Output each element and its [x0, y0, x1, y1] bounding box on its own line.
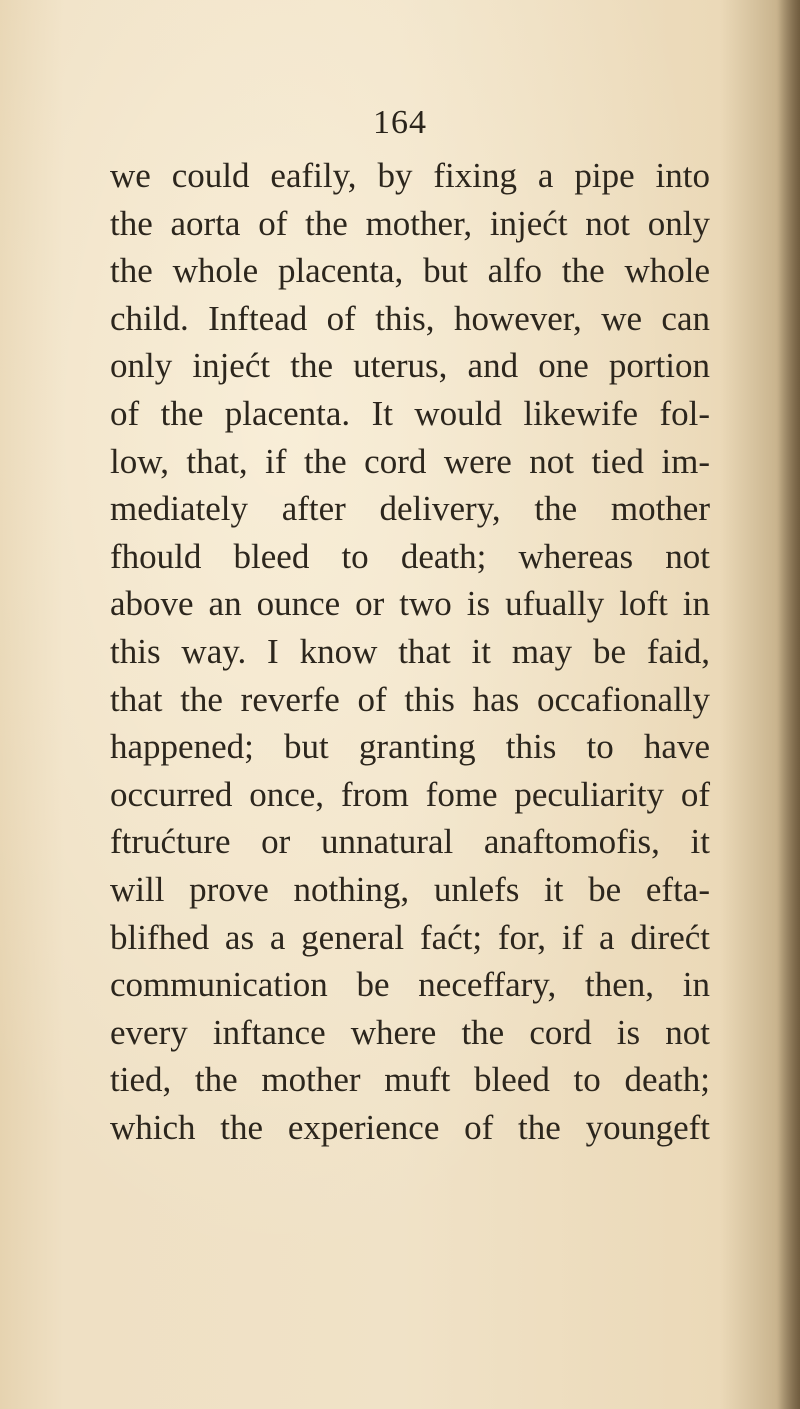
text-line: happened; but granting this to have: [110, 727, 710, 767]
text-line: low, that, if the cord were not tied im-: [110, 441, 710, 481]
text-line: occurred once, from fome peculiarity of: [110, 774, 710, 814]
text-line: fhould bleed to death; whereas not: [110, 536, 710, 576]
text-line: of the placenta. It would likewife fol-: [110, 393, 710, 433]
text-line: child. Inftead of this, however, we can: [110, 298, 710, 338]
text-line: above an ounce or two is ufually loft in: [110, 584, 710, 624]
text-line: only injećt the uterus, and one portion: [110, 346, 710, 386]
text-line: that the reverfe of this has occafionally: [110, 679, 710, 719]
text-line: mediately after delivery, the mother: [110, 489, 710, 529]
text-line: we could eafily, by fixing a pipe into: [110, 156, 710, 195]
text-line: communication be neceffary, then, in: [110, 965, 710, 1005]
text-line: the aorta of the mother, injećt not only: [110, 203, 710, 243]
text-line: every inftance where the cord is not: [110, 1012, 710, 1052]
page-edge-shadow: [778, 0, 800, 1409]
text-line: tied, the mother muft bleed to death;: [110, 1060, 710, 1100]
body-text: [110, 152, 710, 1151]
text-line: which the experience of the youngeft: [110, 1107, 710, 1147]
text-line: the whole placenta, but alfo the whole: [110, 251, 710, 291]
text-line: will prove nothing, unlefs it be efta-: [110, 869, 710, 909]
text-line: ftrućture or unnatural anaftomofis, it: [110, 822, 710, 862]
text-line: this way. I know that it may be faid,: [110, 631, 710, 671]
text-line: blifhed as a general faćt; for, if a direćt: [110, 917, 710, 957]
page-number: 164: [373, 104, 427, 141]
